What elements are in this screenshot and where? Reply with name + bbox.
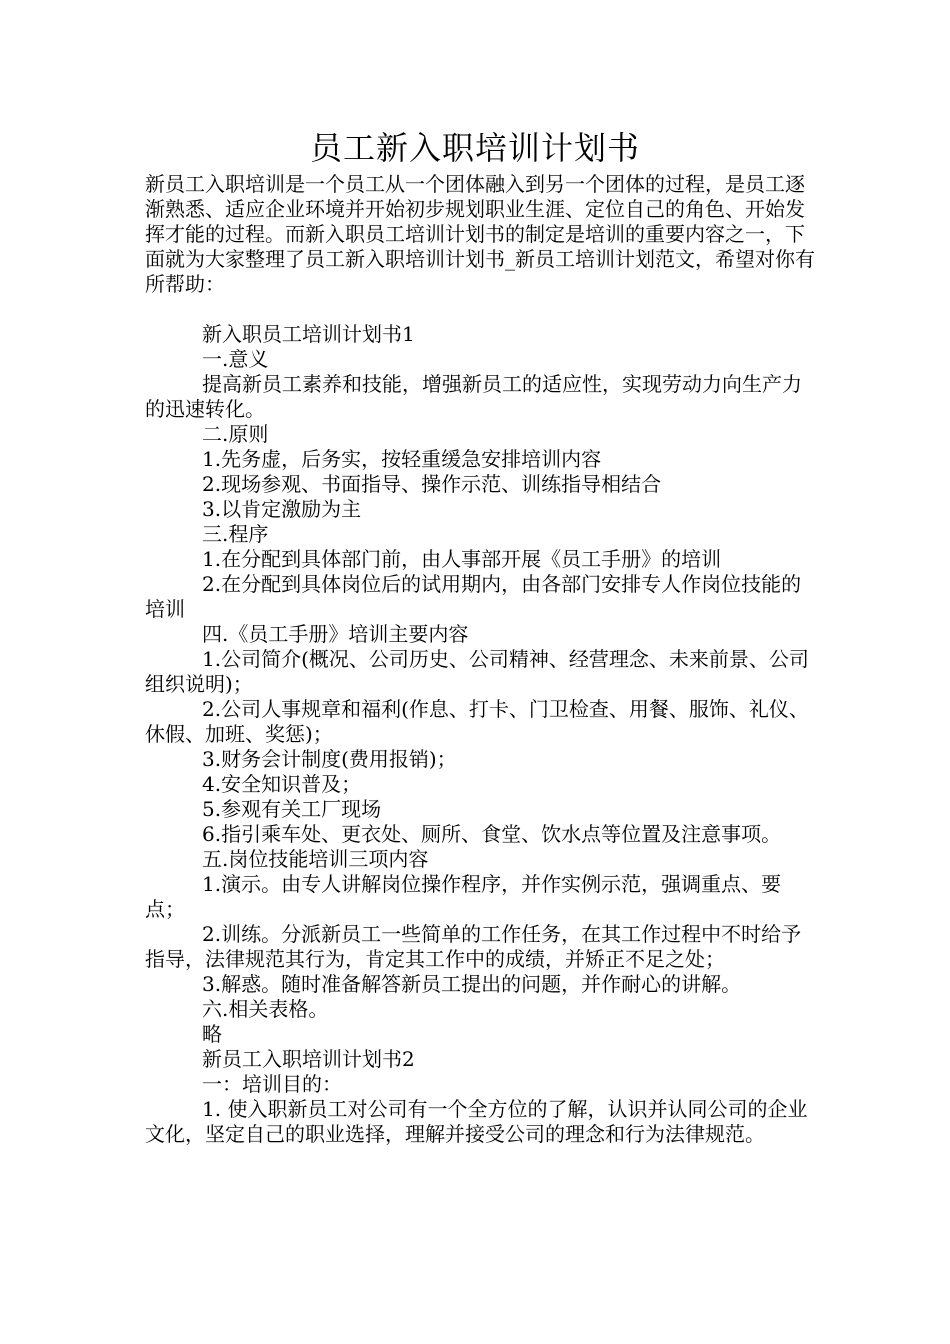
plan1-section5-item: 3.解惑。随时准备解答新员工提出的问题，并作耐心的讲解。 bbox=[202, 972, 742, 996]
plan1-section6-text: 略 bbox=[202, 1022, 222, 1046]
plan1-section2-title: 二.原则 bbox=[202, 422, 269, 446]
plan1-section1-title: 一.意义 bbox=[202, 347, 269, 371]
plan1-section3-title: 三.程序 bbox=[202, 522, 269, 546]
plan2-section1-title: 一：培训目的： bbox=[202, 1072, 342, 1096]
plan1-section3-item: 2.在分配到具体岗位后的试用期内，由各部门安排专人作岗位技能的培训 bbox=[145, 572, 802, 621]
plan1-section2-item: 3.以肯定激励为主 bbox=[202, 497, 362, 521]
plan1-section4-item: 4.安全知识普及； bbox=[202, 772, 362, 796]
plan2-heading: 新员工入职培训计划书2 bbox=[202, 1047, 415, 1071]
plan1-section4-item: 5.参观有关工厂现场 bbox=[202, 797, 382, 821]
plan1-section5-item: 1.演示。由专人讲解岗位操作程序，并作实例示范，强调重点、要点； bbox=[145, 872, 782, 921]
document-title: 员工新入职培训计划书 bbox=[309, 129, 640, 167]
intro-paragraph: 新员工入职培训是一个员工从一个团体融入到另一个团体的过程，是员工逐渐熟悉、适应企业环境并开始初步规划职业生涯、定位自己的角色、开始发挥才能的过程。而新入职员工培训计划书的制定是培训的重要内容之一，下面就为大家整理了员工新入职培训计划书_新员工培训计划范文，希望对你有所帮助： bbox=[145, 172, 815, 296]
plan1-section4-item: 6.指引乘车处、更衣处、厕所、食堂、饮水点等位置及注意事项。 bbox=[202, 822, 782, 846]
plan1-section4-item: 3.财务会计制度(费用报销)； bbox=[202, 747, 457, 771]
plan1-section6-title: 六.相关表格。 bbox=[202, 997, 329, 1021]
plan1-section4-item: 2.公司人事规章和福利(作息、打卡、门卫检查、用餐、服饰、礼仪、休假、加班、奖惩)； bbox=[145, 697, 809, 746]
document-body bbox=[145, 172, 815, 1147]
plan1-section2-item: 2.现场参观、书面指导、操作示范、训练指导相结合 bbox=[202, 472, 662, 496]
plan2-section1-item: 1. 使入职新员工对公司有一个全方位的了解，认识并认同公司的企业文化，坚定自己的职业选择，理解并接受公司的理念和行为法律规范。 bbox=[145, 1097, 808, 1146]
paragraph-gap bbox=[145, 297, 815, 322]
plan1-section5-title: 五.岗位技能培训三项内容 bbox=[202, 847, 429, 871]
plan1-section2-item: 1.先务虚，后务实，按轻重缓急安排培训内容 bbox=[202, 447, 602, 471]
plan1-section3-item: 1.在分配到具体部门前，由人事部开展《员工手册》的培训 bbox=[202, 547, 722, 571]
plan1-section4-title: 四.《员工手册》培训主要内容 bbox=[202, 622, 469, 646]
plan1-section1-text: 提高新员工素养和技能，增强新员工的适应性，实现劳动力向生产力的迅速转化。 bbox=[145, 372, 802, 421]
plan1-heading: 新入职员工培训计划书1 bbox=[202, 322, 415, 346]
plan1-section5-item: 2.训练。分派新员工一些简单的工作任务，在其工作过程中不时给予指导，法律规范其行为，肯定其工作中的成绩，并矫正不足之处； bbox=[145, 922, 802, 971]
plan1-section4-item: 1.公司简介(概况、公司历史、公司精神、经营理念、未来前景、公司组织说明)； bbox=[145, 647, 809, 696]
